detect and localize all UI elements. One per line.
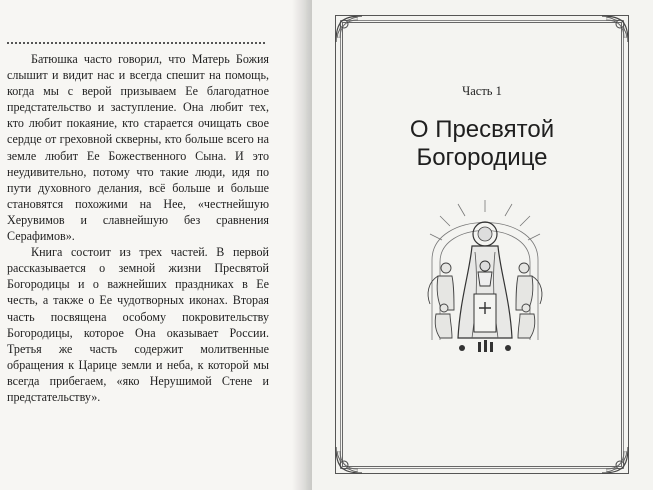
corner-ornament-icon [598,443,632,477]
chapter-title [335,116,629,172]
theotokos-icon-illustration [420,190,550,358]
corner-ornament-icon [332,443,366,477]
corner-ornament-icon [332,12,366,46]
decorative-rule [7,42,267,44]
corner-ornament-icon [598,12,632,46]
paragraph-2: Книга состоит из трех частей. В первой рассказывается о земной жизни Пресвятой Богородицы и о важнейших праздниках в Ее честь, а также о Ее чудотворных иконах. Вторая часть посвящена особому покровительству Богородицы, которое Она оказывает России. Третья же часть содержит молитвенные обращения к Царице земли и неба, к которой мы всегда прибегаем, «яко Нерушимой Стене и предстательству». [7,245,269,404]
chapter-title-line-1: О Пресвятой [409,116,555,143]
left-page [0,0,318,490]
book-gutter [292,0,312,490]
chapter-title-line-2: Богородице [416,144,548,171]
paragraph-1: Батюшка часто говорил, что Матерь Божия слышит и видит нас и всегда спешит на помощь, когда мы с верой призываем Ее благодатное предстательство и заступление. Она любит тех, кто любит покаяние, кто старается очищать свое сердце от греховной скверны, кто больше всего на земле любит Ее Божественного Сына. И это неудивительно, потому что такие люди, идя по пути духовного делания, всё больше и больше становятся похожими на Нее, «честнейшую Херувимов и славнейшую без сравнения Серафимов». [7,52,269,244]
part-label: Часть 1 [462,84,502,98]
left-page-text [7,51,269,405]
